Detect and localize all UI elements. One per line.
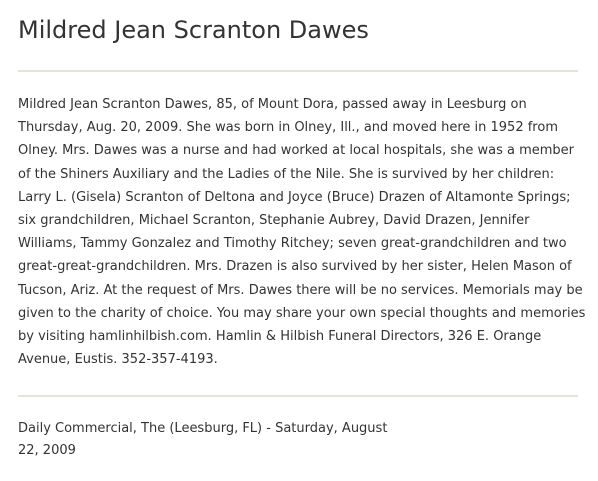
obituary-body-line: Avenue, Eustis. 352-357-4193. <box>18 352 218 368</box>
obituary-body-line: six grandchildren, Michael Scranton, Stephanie Aubrey, David Drazen, Jennifer <box>18 213 530 229</box>
publication-source <box>18 418 418 462</box>
obituary-body-line: of the Shiners Auxiliary and the Ladies of the Nile. She is survived by her children: <box>18 166 555 182</box>
title-divider <box>18 70 578 72</box>
publication-source-line: Daily Commercial, The (Leesburg, FL) - Saturday, August <box>18 421 388 436</box>
obituary-body <box>18 93 588 371</box>
obituary-body-line: Williams, Tammy Gonzalez and Timothy Ritchey; seven great-grandchildren and two <box>18 236 567 252</box>
obituary-body-line: great-great-grandchildren. Mrs. Drazen is also survived by her sister, Helen Mason of <box>18 259 572 275</box>
obituary-body-line: Thursday, Aug. 20, 2009. She was born in Olney, Ill., and moved here in 1952 from <box>18 120 558 136</box>
publication-source-line: 22, 2009 <box>18 443 76 458</box>
obituary-body-line: given to the charity of choice. You may share your own special thoughts and memories <box>18 305 586 321</box>
obituary-body-line: Olney. Mrs. Dawes was a nurse and had worked at local hospitals, she was a member <box>18 143 575 159</box>
obituary-body-line: Mildred Jean Scranton Dawes, 85, of Mount Dora, passed away in Leesburg on <box>18 97 527 112</box>
obituary-body-line: by visiting hamlinhilbish.com. Hamlin & Hilbish Funeral Directors, 326 E. Orange <box>18 329 542 345</box>
obituary-body-line: Tucson, Ariz. At the request of Mrs. Dawes there will be no services. Memorials may be <box>18 282 583 298</box>
source-divider <box>18 395 578 397</box>
page-title: Mildred Jean Scranton Dawes <box>18 16 369 44</box>
obituary-body-line: Larry L. (Gisela) Scranton of Deltona and Joyce (Bruce) Drazen of Altamonte Springs; <box>18 189 571 205</box>
